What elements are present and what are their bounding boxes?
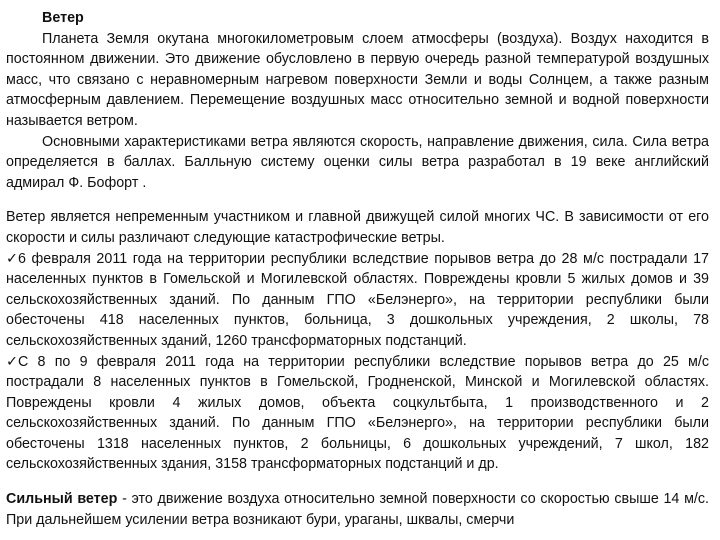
term-strong-wind: Сильный ветер: [6, 491, 118, 508]
paragraph-characteristics: Основными характеристиками ветра являются скорость, направление движения, сила. Сила ветра определяется в баллах. Балльную систему оценки силы ветра разработал в 19 веке английский адмирал Ф. Бофорт .: [6, 133, 709, 191]
checkmark-icon: ✓: [6, 250, 18, 267]
list-item-text-feb6: 6 февраля 2011 года на территории республики вследствие порывов ветра до 28 м/с пострадали 17 населенных пунктов в Гомельской и Могилевской областях. Повреждены кровли 5 жилых домов и 39 сельскохозяйственных зданий. По данным ГПО «Белэнерго», на территории республики были обесточены 418 населенных пунктов, больница, 3 дошкольных учреждения, 2 школы, 78 сельскохозяйственных зданий, 1260 трансформаторных подстанций.: [6, 250, 709, 349]
checkmark-icon: ✓: [6, 353, 18, 370]
strong-wind-definition: - это движение воздуха относительно земной поверхности со скоростью свыше 14 м/с. При дальнейшем усилении ветра возникают бури, ураганы, шквалы, смерчи: [6, 491, 710, 528]
list-item-text-feb8-9: С 8 по 9 февраля 2011 года на территории республики вследствие порывов ветра до 25 м/с пострадали 8 населенных пунктов в Гомельской, Гродненской, Минской и Могилевской областях. Повреждены кровли 4 жилых домов, объекта соцкультбыта, 1 производственного и 2 сельскохозяйственных зданий. По данным ГПО «Белэнерго», на территории республики были обесточены 1318 населенных пунктов, 2 больницы, 6 дошкольных учреждений, 7 школ, 182 сельскохозяйственных здания, 3158 трансформаторных подстанций и др.: [6, 353, 709, 473]
section-title: Ветер: [42, 10, 84, 26]
document-page: [6, 8, 709, 530]
list-item: [6, 352, 709, 476]
paragraph-atmosphere: Планета Земля окутана многокилометровым слоем атмосферы (воздуха). Воздух находится в постоянном движении. Это движение обусловлено в первую очередь разной температурой воздушных масс, что связано с неравномерным нагревом поверхности Земли и воды Солнцем, а также разным атмосферным давлением. Перемещение воздушных масс относительно земной и водной поверхности называется ветром.: [6, 30, 709, 129]
list-item: [6, 249, 709, 352]
section-wind-intro: [6, 8, 709, 193]
section-wind-emergencies: [6, 207, 709, 475]
section-strong-wind: [6, 489, 709, 530]
paragraph-strong-wind: [6, 489, 709, 530]
paragraph-emergencies-intro: Ветер является непременным участником и главной движущей силой многих ЧС. В зависимости от его скорости и силы различают следующие катастрофические ветры.: [6, 209, 709, 246]
